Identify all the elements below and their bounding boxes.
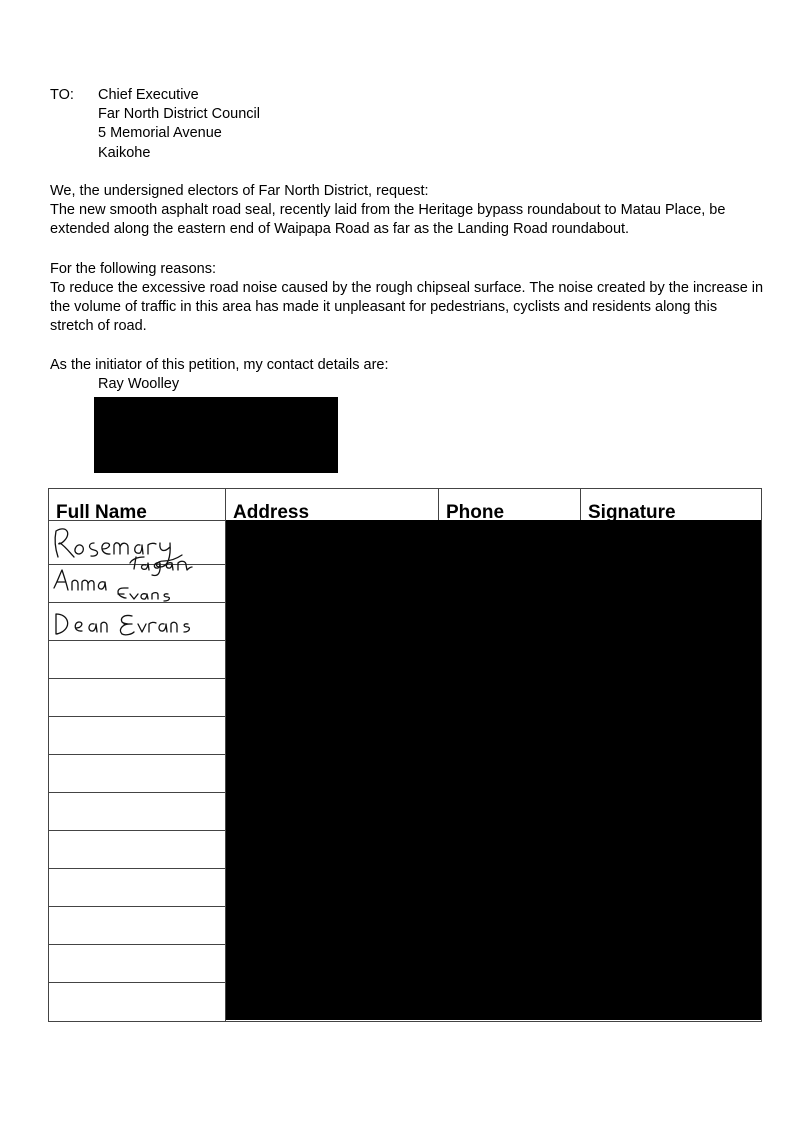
addressee-line: Kaikohe [98, 145, 151, 161]
row-divider [48, 868, 226, 869]
table-border-left [48, 488, 49, 1022]
header-signature: Signature [588, 502, 676, 523]
request-line: The new smooth asphalt road seal, recently laid from the Heritage bypass roundabout to Matau Place, be [50, 202, 726, 218]
addressee-line: Far North District Council [98, 106, 260, 122]
row-divider [48, 678, 226, 679]
redacted-signatory-details [226, 520, 761, 1020]
row-divider [48, 716, 226, 717]
row-divider [48, 982, 226, 983]
reasons-line: the volume of traffic in this area has made it unpleasant for pedestrians, cyclists and residents along this [50, 299, 718, 315]
row-divider [48, 640, 226, 641]
row-divider [48, 754, 226, 755]
reasons-line: stretch of road. [50, 318, 147, 334]
row-divider [48, 830, 226, 831]
table-border-top [48, 488, 762, 489]
initiator-name: Ray Woolley [98, 376, 180, 392]
column-divider [438, 488, 439, 520]
header-phone: Phone [446, 502, 505, 523]
reasons-line: To reduce the excessive road noise caused by the rough chipseal surface. The noise created by the increase in [50, 280, 764, 296]
row-divider [48, 944, 226, 945]
initiator-intro: As the initiator of this petition, my contact details are: [50, 357, 389, 373]
header-full-name: Full Name [56, 502, 147, 523]
request-intro: We, the undersigned electors of Far North District, request: [50, 183, 429, 199]
header-address: Address [233, 502, 310, 523]
table-border-bottom [48, 1021, 762, 1022]
addressee-line: 5 Memorial Avenue [98, 125, 222, 141]
to-label: TO: [50, 87, 74, 103]
reasons-intro: For the following reasons: [50, 261, 217, 277]
request-line: extended along the eastern end of Waipapa Road as far as the Landing Road roundabout. [50, 221, 630, 237]
row-divider [48, 906, 226, 907]
row-divider [48, 792, 226, 793]
redacted-contact-details [94, 397, 338, 473]
column-divider [580, 488, 581, 520]
table-border-right [761, 488, 762, 1022]
addressee-line: Chief Executive [98, 87, 199, 103]
